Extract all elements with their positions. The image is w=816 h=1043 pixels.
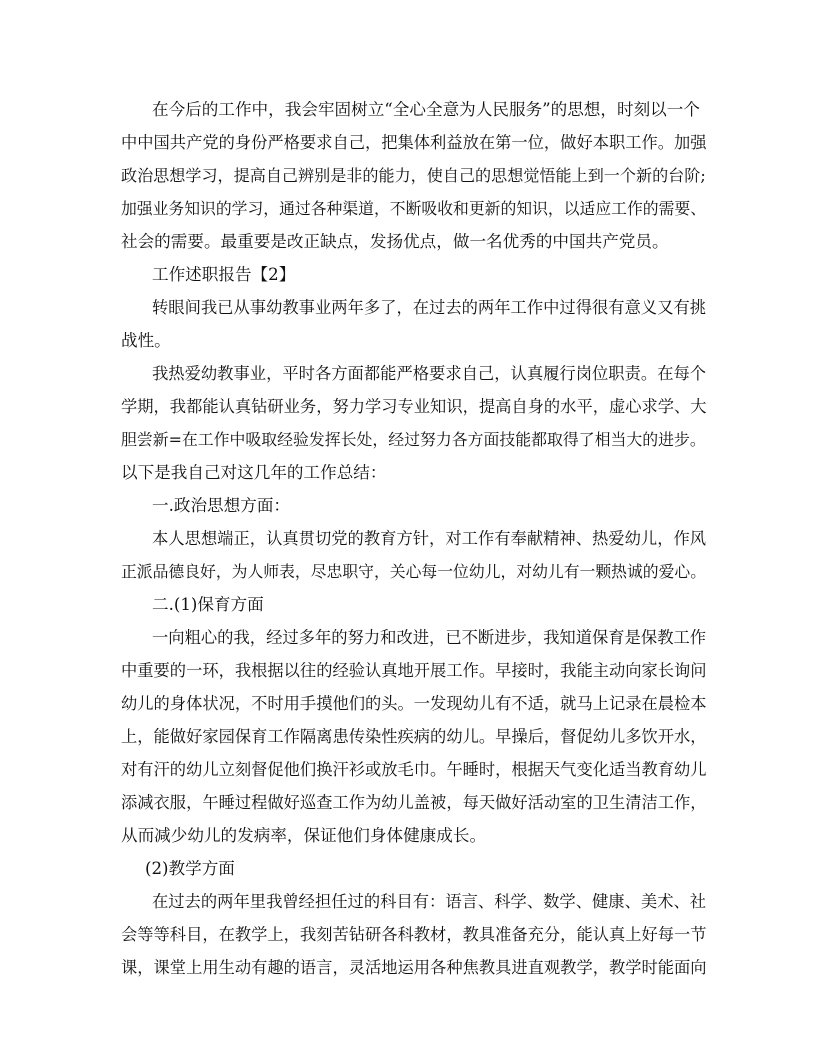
paragraph-line: 加强业务知识的学习，通过各种渠道，不断吸收和更新的知识，以适应工作的需要、 (121, 199, 707, 218)
paragraph-line: 在今后的工作中，我会牢固树立“全心全意为人民服务”的思想，时刻以一个 (152, 100, 700, 119)
section-heading: (2)教学方面 (145, 859, 235, 878)
paragraph-line: 胆尝新=在工作中吸取经验发挥长处，经过努力各方面技能都取得了相当大的进步。 (121, 430, 706, 449)
paragraph-line: 中重要的一环，我根据以往的经验认真地开展工作。早接时，我能主动向家长询问 (121, 661, 707, 680)
paragraph-line: 在过去的两年里我曾经担任过的科目有：语言、科学、数学、健康、美术、社 (152, 892, 707, 911)
paragraph-line: 本人思想端正，认真贯切党的教育方针，对工作有奉献精神、热爱幼儿，作风 (152, 529, 707, 548)
paragraph-line: 我热爱幼教事业，平时各方面都能严格要求自己，认真履行岗位职责。在每个 (152, 364, 707, 383)
section-heading: 二.(1)保育方面 (152, 595, 264, 614)
section-heading: 一.政治思想方面： (152, 496, 291, 515)
paragraph-line: 学期，我都能认真钻研业务，努力学习专业知识，提高自身的水平，虚心求学、大 (121, 397, 707, 416)
paragraph-line: 战性。 (121, 331, 171, 350)
paragraph-line: 上，能做好家园保育工作隔离患传染性疾病的幼儿。早操后，督促幼儿多饮开水， (121, 727, 707, 746)
paragraph-line: 课，课堂上用生动有趣的语言，灵活地运用各种焦教具进直观教学，教学时能面向 (121, 958, 707, 977)
paragraph-line: 会等等科目，在教学上，我刻苦钻研各科教材，教具准备充分，能认真上好每一节 (121, 925, 707, 944)
paragraph-line: 转眼间我已从事幼教事业两年多了，在过去的两年工作中过得很有意义又有挑 (152, 298, 707, 317)
paragraph-line: 幼儿的身体状况，不时用手摸他们的头。一发现幼儿有不适，就马上记录在晨检本 (121, 694, 707, 713)
paragraph-line: 添减衣服，午睡过程做好巡查工作为幼儿盖被，每天做好活动室的卫生清洁工作， (121, 793, 707, 812)
paragraph-line: 对有汗的幼儿立刻督促他们换汗衫或放毛巾。午睡时，根据天气变化适当教育幼儿 (121, 760, 707, 779)
paragraph-line: 社会的需要。最重要是改正缺点，发扬优点，做一名优秀的中国共产党员。 (121, 232, 669, 251)
paragraph-line: 一向粗心的我，经过多年的努力和改进，已不断进步，我知道保育是保教工作 (152, 628, 707, 647)
paragraph-line: 从而减少幼儿的发病率，保证他们身体健康成长。 (121, 826, 487, 845)
paragraph-line: 政治思想学习，提高自己辨别是非的能力，使自己的思想觉悟能上到一个新的台阶; (121, 166, 706, 185)
paragraph-line: 中中国共产党的身份严格要求自己，把集体利益放在第一位，做好本职工作。加强 (121, 133, 707, 152)
report-title: 工作述职报告【2】 (152, 265, 296, 284)
paragraph-line: 正派品德良好，为人师表，尽忠职守，关心每一位幼儿，对幼儿有一颗热诚的爱心。 (121, 562, 707, 581)
paragraph-line: 以下是我自己对这几年的工作总结： (121, 463, 387, 482)
